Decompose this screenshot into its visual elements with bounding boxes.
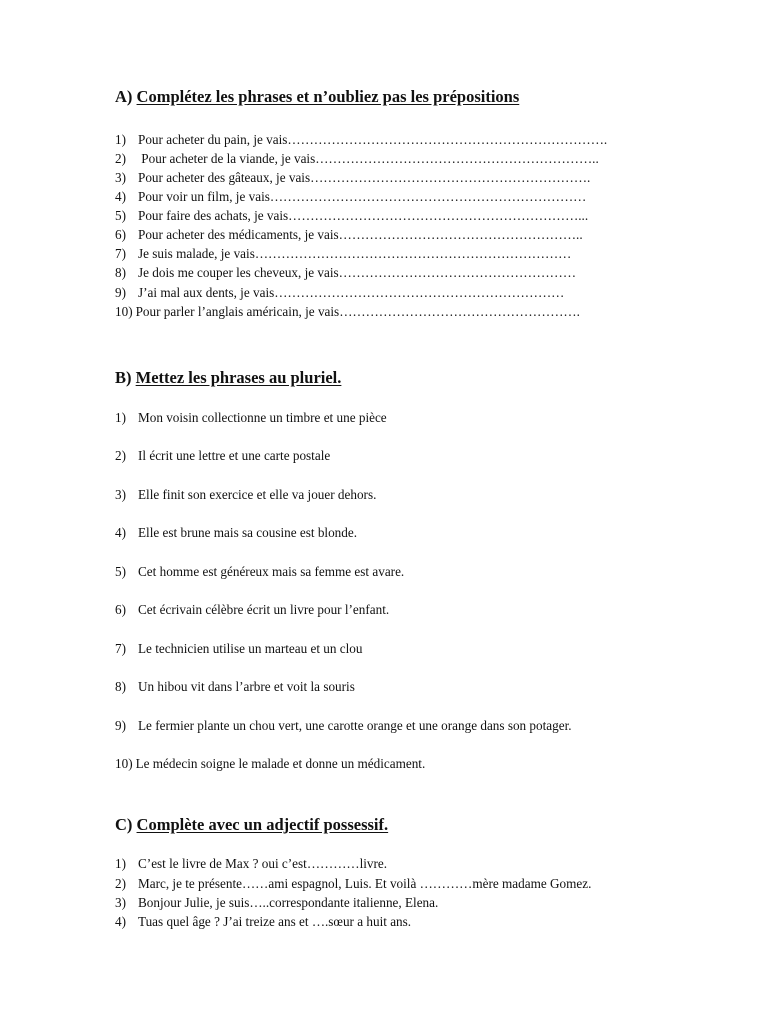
list-item <box>115 304 580 320</box>
item-number: 5) <box>115 208 126 223</box>
list-item <box>115 227 583 243</box>
list-item <box>115 679 355 695</box>
list-item <box>115 876 591 892</box>
section-heading: Complète avec un adjectif possessif. <box>136 815 389 834</box>
section-letter: A) <box>115 87 133 106</box>
item-text: Elle finit son exercice et elle va jouer dehors. <box>138 487 377 502</box>
list-item <box>115 525 357 541</box>
item-text: Marc, je te présente……ami espagnol, Luis. Et voilà …………mère madame Gomez. <box>138 876 592 891</box>
item-number: 6) <box>115 227 126 242</box>
item-number: 4) <box>115 525 126 540</box>
section-heading: Mettez les phrases au pluriel. <box>135 368 342 387</box>
item-number: 4) <box>115 914 126 929</box>
item-number: 8) <box>115 679 126 694</box>
item-text: Elle est brune mais sa cousine est blonde. <box>138 525 358 540</box>
section-b-title <box>115 368 341 388</box>
item-text: Pour acheter du pain, je vais………………………………………………………………. <box>138 132 608 147</box>
item-number: 3) <box>115 487 126 502</box>
item-text: Je dois me couper les cheveux, je vais……………………………………………… <box>138 265 577 280</box>
item-number: 1) <box>115 410 126 425</box>
item-number: 6) <box>115 602 126 617</box>
item-number: 10) <box>115 304 133 319</box>
list-item <box>115 410 387 426</box>
item-text: Cet écrivain célèbre écrit un livre pour l’enfant. <box>138 602 390 617</box>
item-number: 7) <box>115 246 126 261</box>
list-item <box>115 718 572 734</box>
item-text: Pour faire des achats, je vais…………………………………………………………... <box>138 208 589 223</box>
item-number: 7) <box>115 641 126 656</box>
item-number: 2) <box>115 876 126 891</box>
item-text: Bonjour Julie, je suis…..correspondante italienne, Elena. <box>138 895 439 910</box>
list-item <box>115 756 425 772</box>
item-number: 1) <box>115 132 126 147</box>
item-number: 8) <box>115 265 126 280</box>
item-text: J’ai mal aux dents, je vais………………………………………………………… <box>138 285 565 300</box>
list-item <box>115 151 599 167</box>
item-text: Il écrit une lettre et une carte postale <box>138 448 331 463</box>
item-text: Pour acheter des médicaments, je vais……………………………………………….. <box>138 227 583 242</box>
item-number: 1) <box>115 856 126 871</box>
item-text: Le fermier plante un chou vert, une carotte orange et une orange dans son potager. <box>138 718 572 733</box>
item-text: Le médecin soigne le malade et donne un médicament. <box>135 756 426 771</box>
item-text: Pour parler l’anglais américain, je vais………………………………………………. <box>135 304 580 319</box>
list-item <box>115 895 438 911</box>
list-item <box>115 564 404 580</box>
section-heading: Complétez les phrases et n’oubliez pas les prépositions <box>136 87 520 106</box>
item-text: Tuas quel âge ? J’ai treize ans et ….sœur a huit ans. <box>138 914 412 929</box>
item-text: Mon voisin collectionne un timbre et une pièce <box>138 410 387 425</box>
item-number: 3) <box>115 895 126 910</box>
item-number: 5) <box>115 564 126 579</box>
section-c-title <box>115 815 388 835</box>
list-item <box>115 208 588 224</box>
item-number: 9) <box>115 718 126 733</box>
item-number: 2) <box>115 151 126 166</box>
item-text: Le technicien utilise un marteau et un clou <box>138 641 363 656</box>
list-item <box>115 246 571 262</box>
list-item <box>115 170 590 186</box>
item-number: 4) <box>115 189 126 204</box>
list-item <box>115 132 607 148</box>
list-item <box>115 487 376 503</box>
item-number: 2) <box>115 448 126 463</box>
list-item <box>115 285 564 301</box>
item-text: Cet homme est généreux mais sa femme est avare. <box>138 564 405 579</box>
list-item <box>115 856 387 872</box>
item-number: 9) <box>115 285 126 300</box>
list-item <box>115 448 330 464</box>
section-letter: B) <box>115 368 132 387</box>
item-text: Pour acheter des gâteaux, je vais………………………………………………………. <box>138 170 591 185</box>
item-number: 3) <box>115 170 126 185</box>
item-text: Pour voir un film, je vais……………………………………………………………… <box>138 189 587 204</box>
item-text: Pour acheter de la viande, je vais……………………………………………………….. <box>138 151 599 166</box>
section-letter: C) <box>115 815 133 834</box>
item-number: 10) <box>115 756 133 771</box>
list-item <box>115 189 586 205</box>
list-item <box>115 602 389 618</box>
item-text: Je suis malade, je vais……………………………………………………………… <box>138 246 572 261</box>
list-item <box>115 265 576 281</box>
item-text: Un hibou vit dans l’arbre et voit la souris <box>138 679 355 694</box>
section-a-title <box>115 87 519 107</box>
list-item <box>115 641 362 657</box>
list-item <box>115 914 411 930</box>
item-text: C’est le livre de Max ? oui c’est…………livre. <box>138 856 388 871</box>
